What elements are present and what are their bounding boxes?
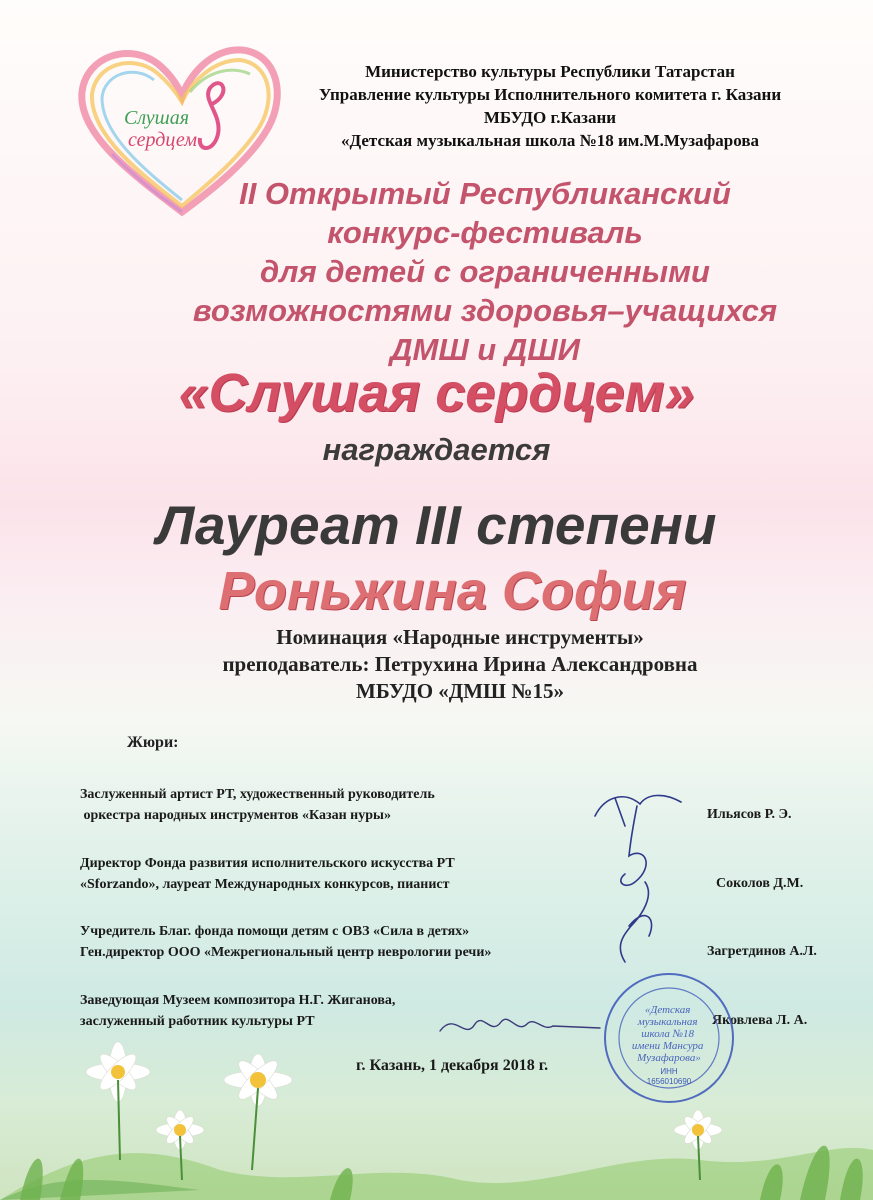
award-details <box>120 624 800 705</box>
jury-title-line: «Sforzando», лауреат Международных конкурсов, пианист <box>80 877 450 892</box>
jury-name-2: Соколов Д.М. <box>716 876 804 891</box>
stamp-line: «Детская <box>644 1004 691 1016</box>
jury-name-3: Загретдинов А.Л. <box>707 944 817 959</box>
contest-line: II Открытый Республиканский <box>239 176 731 211</box>
contest-title-block <box>140 174 830 369</box>
teacher: преподаватель: Петрухина Ирина Александровна <box>222 652 698 676</box>
stamp-inn-label: ИНН <box>660 1067 678 1076</box>
stamp-line: имени Мансура <box>631 1040 704 1052</box>
logo-text-2: сердцем <box>128 129 197 151</box>
jury-title-line: заслуженный работник культуры РТ <box>80 1014 315 1029</box>
contest-line: ДМШ и ДШИ <box>390 332 580 367</box>
header-organizations <box>270 60 830 152</box>
jury-title-line: Заведующая Музеем композитора Н.Г. Жиганова, <box>80 993 396 1008</box>
contest-line: для детей с ограниченными <box>260 254 710 289</box>
stamp-line: Музафарова» <box>637 1052 701 1064</box>
nomination: Номинация «Народные инструменты» <box>276 625 644 649</box>
header-line: «Детская музыкальная школа №18 им.М.Музафарова <box>340 131 760 150</box>
jury-member-4 <box>80 990 640 1032</box>
jury-member-3 <box>80 921 640 963</box>
header-line: Управление культуры Исполнительного комитета г. Казани <box>318 85 782 104</box>
contest-line: возможностями здоровья–учащихся <box>192 293 778 328</box>
jury-title-line: оркестра народных инструментов «Казан нуры» <box>80 808 391 823</box>
stamp-line: музыкальная <box>637 1016 698 1028</box>
school: МБУДО «ДМШ №15» <box>356 679 564 703</box>
jury-member-1 <box>80 784 640 826</box>
award-degree: Лауреат III степени <box>156 494 717 556</box>
stamp-line: школа №18 <box>641 1028 695 1040</box>
jury-member-2 <box>80 853 640 895</box>
header-line: МБУДО г.Казани <box>483 108 617 127</box>
awarded-label: награждается <box>322 432 551 467</box>
city-date: г. Казань, 1 декабря 2018 г. <box>356 1057 549 1074</box>
jury-name-1: Ильясов Р. Э. <box>707 807 792 822</box>
logo-text-1: Слушая <box>124 107 190 129</box>
jury-title-line: Ген.директор ООО «Межрегиональный центр неврологии речи» <box>80 945 492 960</box>
recipient-name: Роньжина София <box>218 561 687 621</box>
stamp-inn: 1656010690 <box>646 1077 692 1086</box>
daisy-decoration <box>0 1030 873 1200</box>
jury-name-4: Яковлева Л. А. <box>712 1013 808 1028</box>
contest-line: конкурс-фестиваль <box>327 215 643 250</box>
jury-title-line: Заслуженный артист РТ, художественный руководитель <box>80 787 435 802</box>
jury-title-line: Директор Фонда развития исполнительского искусства РТ <box>80 856 455 871</box>
festival-name: «Слушая сердцем» <box>178 363 695 423</box>
jury-title: Жюри: <box>127 734 179 751</box>
svg-text:«Детская музыкальная <box>632 1004 706 1064</box>
header-line: Министерство культуры Республики Татарстан <box>365 62 735 81</box>
school-stamp <box>601 970 737 1106</box>
jury-title-line: Учредитель Благ. фонда помощи детям с ОВЗ «Сила в детях» <box>80 924 470 939</box>
